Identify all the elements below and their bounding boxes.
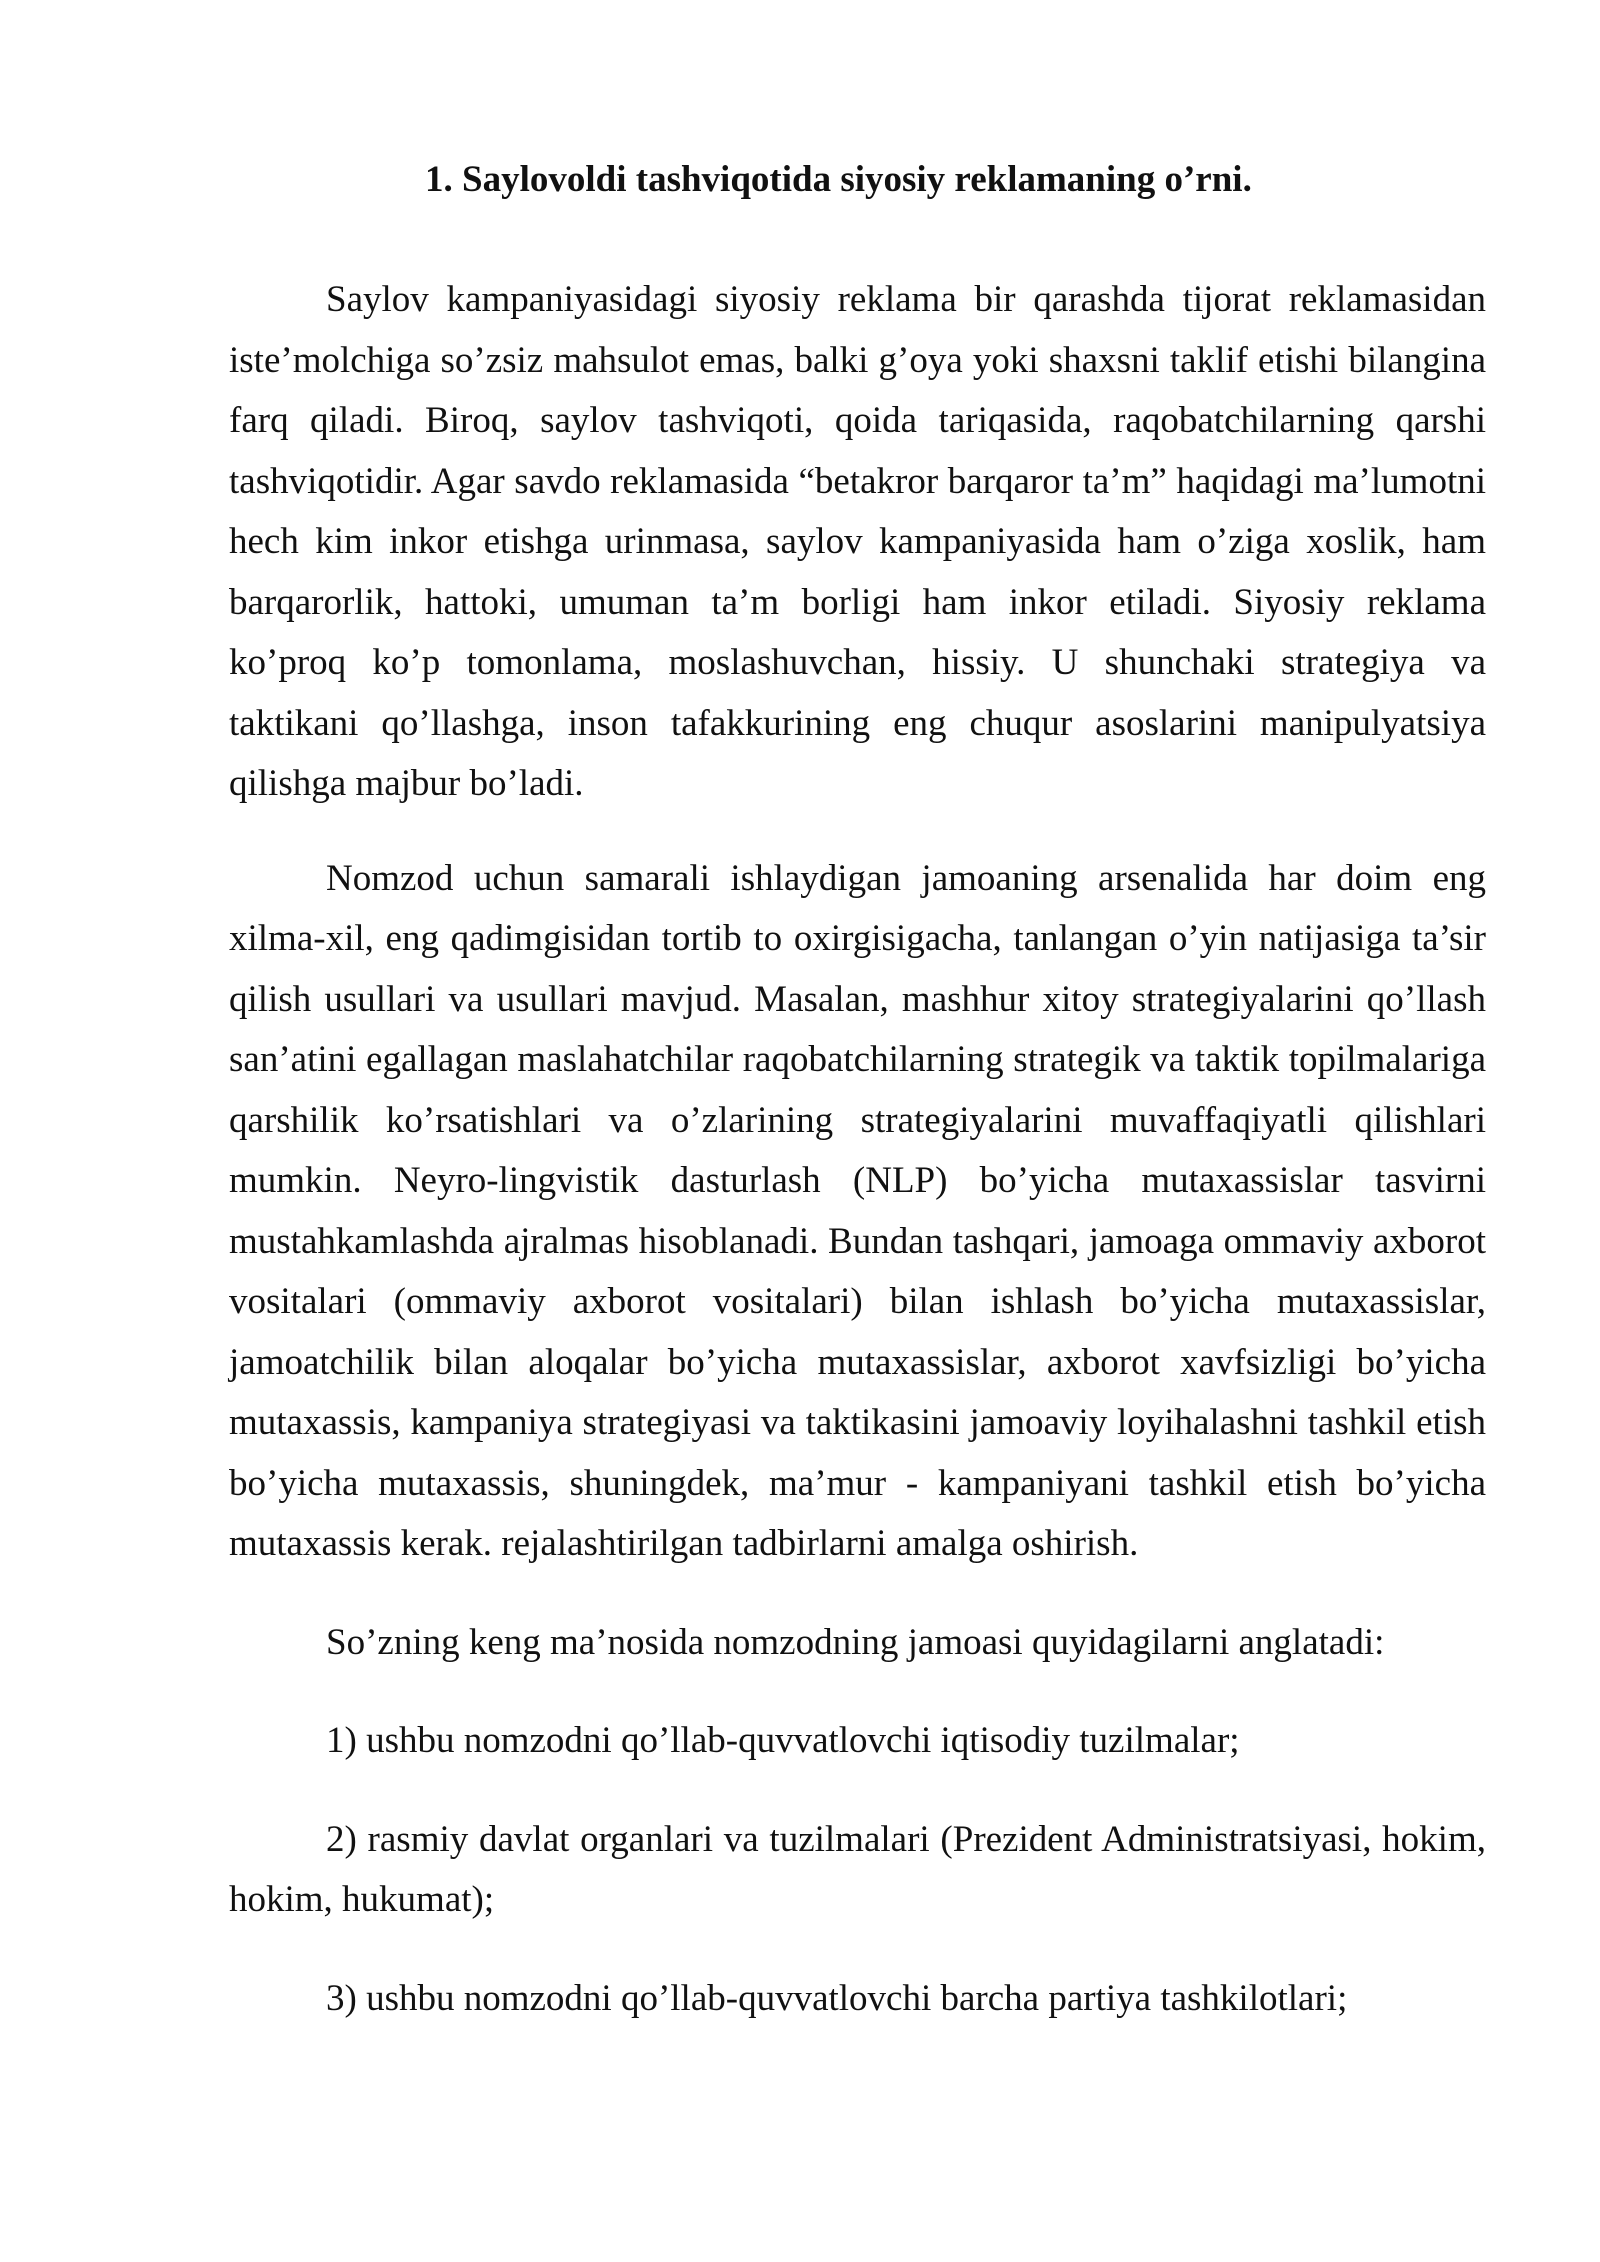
- list-item-party-organizations: 3) ushbu nomzodni qo’llab-quvvatlovchi barcha partiya tashkilotlari;: [326, 1977, 1348, 2019]
- document-body: [229, 150, 1486, 2029]
- paragraph-candidate-team-arsenal: Nomzod uchun samarali ishlaydigan jamoaning arsenalida har doim eng xilma-xil, eng qadimgisidan tortib to oxirgisigacha, tanlangan o’yin natijasiga ta’sir qilish usullari va usullari mavjud. Masalan, mashhur xitoy strategiyalarini qo’llash san’atini egallagan maslahatchilar raqobatchilarning strategik va taktik topilmalariga qarshilik ko’rsatishlari va o’zlarining strategiyalarini muvaffaqiyatli qilishlari mumkin. Neyro-lingvistik dasturlash (NLP) bo’yicha mutaxassislar tasvirni mustahkamlashda ajralmas hisoblanadi. Bundan tashqari, jamoaga ommaviy axborot vositalari (ommaviy axborot vositalari) bilan ishlash bo’yicha mutaxassislar, jamoatchilik bilan aloqalar bo’yicha mutaxassislar, axborot xavfsizligi bo’yicha mutaxassis, kampaniya strategiyasi va taktikasini jamoaviy loyihalashni tashkil etish bo’yicha mutaxassis, shuningdek, ma’mur - kampaniyani tashkil etish bo’yicha mutaxassis kerak. rejalashtirilgan tadbirlarni amalga oshirish.: [229, 857, 1486, 1564]
- paragraph-team-definition-intro: So’zning keng ma’nosida nomzodning jamoasi quyidagilarni anglatadi:: [326, 1621, 1385, 1663]
- list-item-state-bodies: 2) rasmiy davlat organlari va tuzilmalari (Prezident Administratsiyasi, hokim, hokim, hukumat);: [229, 1818, 1486, 1920]
- section-heading: 1. Saylovoldi tashviqotida siyosiy reklamaning o’rni.: [425, 159, 1252, 200]
- paragraph-political-advertising: Saylov kampaniyasidagi siyosiy reklama bir qarashda tijorat reklamasidan iste’molchiga so’zsiz mahsulot emas, balki g’oya yoki shaxsni taklif etishi bilangina farq qiladi. Biroq, saylov tashviqoti, qoida tariqasida, raqobatchilarning qarshi tashviqotidir. Agar savdo reklamasida “betakror barqaror ta’m” haqidagi ma’lumotni hech kim inkor etishga urinmasa, saylov kampaniyasida ham o’ziga xoslik, ham barqarorlik, hattoki, umuman ta’m borligi ham inkor etiladi. Siyosiy reklama ko’proq ko’p tomonlama, moslashuvchan, hissiy. U shunchaki strategiya va taktikani qo’llashga, inson tafakkurining eng chuqur asoslarini manipulyatsiya qilishga majbur bo’ladi.: [229, 279, 1486, 804]
- list-item-economic-structures: 1) ushbu nomzodni qo’llab-quvvatlovchi iqtisodiy tuzilmalar;: [326, 1720, 1240, 1761]
